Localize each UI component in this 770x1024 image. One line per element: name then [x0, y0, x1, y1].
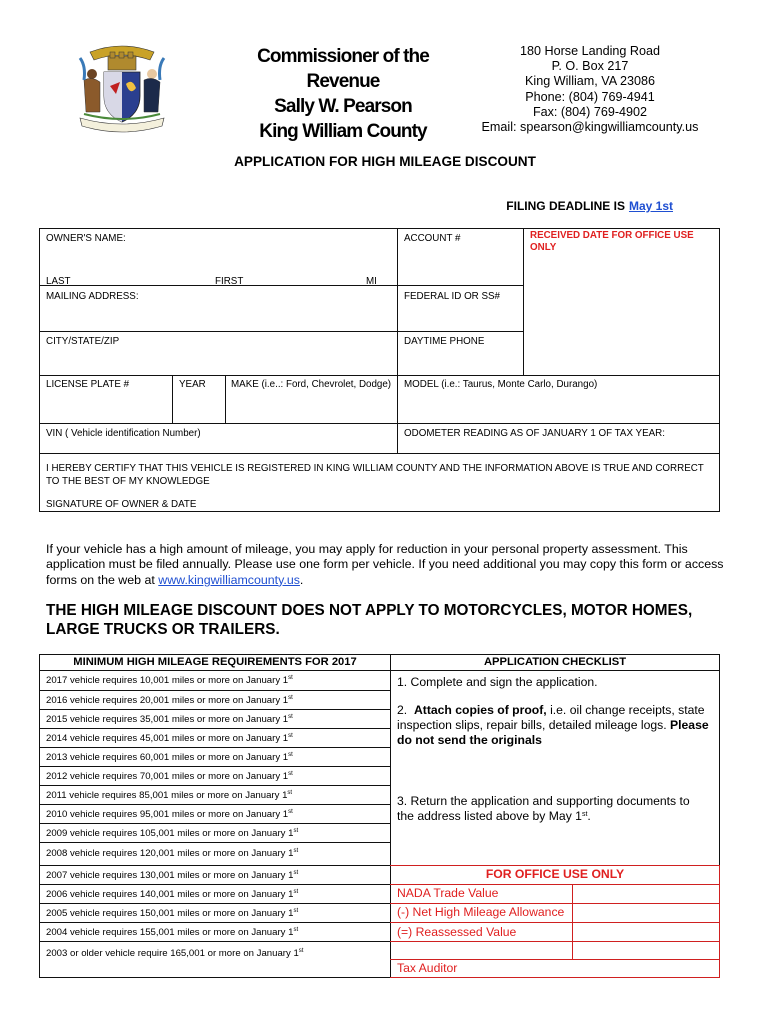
requirement-row: 2011 vehicle requires 85,001 miles or more on January 1st	[46, 790, 293, 801]
requirement-row: 2015 vehicle requires 35,001 miles or more on January 1st	[46, 714, 293, 725]
federal-id-field[interactable]: FEDERAL ID OR SS#	[404, 291, 500, 302]
middle-initial-label: MI	[366, 276, 377, 287]
vin-field[interactable]: VIN ( Vehicle identification Number)	[46, 428, 201, 439]
office-title-line: Revenue	[306, 71, 380, 92]
checklist-item-1: 1. Complete and sign the application.	[397, 675, 598, 689]
instructions-end: .	[299, 572, 304, 587]
checklist-item-2: 2. Attach copies of proof, i.e. oil change receipts, state inspection slips, repair bills, detailed mileage logs. Please do not send the originals	[397, 703, 709, 747]
requirement-row: 2005 vehicle requires 150,001 miles or more on January 1st	[46, 908, 299, 919]
checklist-item-3: 3. Return the application and supporting documents to the address listed above by May 1st.	[397, 794, 690, 823]
county-seal-logo	[70, 38, 174, 142]
signature-field[interactable]: SIGNATURE OF OWNER & DATE	[46, 499, 197, 510]
contact-block	[470, 44, 710, 135]
office-title	[230, 44, 456, 144]
last-name-label: LAST	[46, 276, 71, 287]
nada-trade-value-field[interactable]: NADA Trade Value	[397, 886, 499, 900]
office-title-line: Sally W. Pearson	[274, 96, 412, 117]
make-field[interactable]: MAKE (i.e..: Ford, Chevrolet, Dodge)	[231, 379, 392, 390]
requirement-row: 2008 vehicle requires 120,001 miles or more on January 1st	[46, 848, 299, 859]
contact-phone: Phone: (804) 769-4941	[525, 89, 655, 104]
contact-email[interactable]: Email: spearson@kingwilliamcounty.us	[481, 120, 699, 135]
deadline-label: FILING DEADLINE IS	[506, 199, 625, 213]
requirement-row: 2004 vehicle requires 155,001 miles or more on January 1st	[46, 927, 299, 938]
certification-statement: I HEREBY CERTIFY THAT THIS VEHICLE IS REGISTERED IN KING WILLIAM COUNTY AND THE INFORMATION ABOVE IS TRUE AND CORRECT TO THE BEST OF MY KNOWLEDGE	[46, 463, 704, 487]
city-state-zip-field[interactable]: CITY/STATE/ZIP	[46, 336, 120, 347]
requirement-row: 2003 or older vehicle require 165,001 or more on January 1st	[46, 948, 304, 959]
license-plate-field[interactable]: LICENSE PLATE #	[46, 379, 130, 390]
form-title: APPLICATION FOR HIGH MILEAGE DISCOUNT	[234, 154, 536, 169]
received-date-office-use: RECEIVED DATE FOR OFFICE USE ONLY	[530, 230, 694, 253]
daytime-phone-field[interactable]: DAYTIME PHONE	[404, 336, 485, 347]
contact-city: King William, VA 23086	[525, 74, 655, 89]
office-title-line: Commissioner of the	[257, 46, 429, 67]
exclusion-warning: THE HIGH MILEAGE DISCOUNT DOES NOT APPLY TO MOTORCYCLES, MOTOR HOMES, LARGE TRUCKS OR TRAILERS.	[46, 602, 693, 638]
instructions-text: If your vehicle has a high amount of mileage, you may apply for reduction in your personal property assessment. This application must be filed annually. Please use one form per vehicle. If you need additional you may copy this form or access forms on the web at	[46, 542, 724, 587]
requirement-row: 2013 vehicle requires 60,001 miles or more on January 1st	[46, 752, 293, 763]
contact-po-box: P. O. Box 217	[551, 59, 629, 74]
requirement-row: 2010 vehicle requires 95,001 miles or more on January 1st	[46, 809, 293, 820]
requirement-row: 2006 vehicle requires 140,001 miles or more on January 1st	[46, 889, 299, 900]
year-field[interactable]: YEAR	[179, 379, 206, 390]
filing-deadline	[506, 199, 673, 213]
deadline-date: May 1st	[628, 199, 673, 213]
odometer-field[interactable]: ODOMETER READING AS OF JANUARY 1 OF TAX YEAR:	[404, 428, 665, 439]
net-mileage-allowance-field[interactable]: (-) Net High Mileage Allowance	[397, 905, 565, 919]
model-field[interactable]: MODEL (i.e.: Taurus, Monte Carlo, Durango)	[404, 379, 598, 390]
requirement-row: 2014 vehicle requires 45,001 miles or more on January 1st	[46, 733, 293, 744]
contact-address: 180 Horse Landing Road	[519, 44, 661, 58]
requirement-row: 2009 vehicle requires 105,001 miles or more on January 1st	[46, 828, 299, 839]
reassessed-value-field[interactable]: (=) Reassessed Value	[397, 925, 517, 939]
requirement-row: 2016 vehicle requires 20,001 miles or more on January 1st	[46, 695, 293, 706]
tax-auditor-field[interactable]: Tax Auditor	[397, 961, 458, 975]
requirement-row: 2012 vehicle requires 70,001 miles or more on January 1st	[46, 771, 293, 782]
county-website-link[interactable]: www.kingwilliamcounty.us	[158, 572, 300, 587]
requirements-title: MINIMUM HIGH MILEAGE REQUIREMENTS FOR 2017	[73, 656, 357, 668]
instructions-paragraph	[46, 542, 729, 588]
mailing-address-field[interactable]: MAILING ADDRESS:	[46, 291, 139, 302]
office-use-title: FOR OFFICE USE ONLY	[485, 867, 625, 881]
requirement-row: 2007 vehicle requires 130,001 miles or more on January 1st	[46, 870, 299, 881]
requirement-row: 2017 vehicle requires 10,001 miles or more on January 1st	[46, 675, 293, 686]
checklist-title: APPLICATION CHECKLIST	[483, 656, 627, 668]
office-title-line: King William County	[259, 121, 427, 142]
account-number-field[interactable]: ACCOUNT #	[404, 233, 461, 244]
contact-fax: Fax: (804) 769-4902	[532, 104, 648, 119]
owner-name-field[interactable]: OWNER'S NAME:	[46, 233, 126, 244]
first-name-label: FIRST	[215, 276, 244, 287]
